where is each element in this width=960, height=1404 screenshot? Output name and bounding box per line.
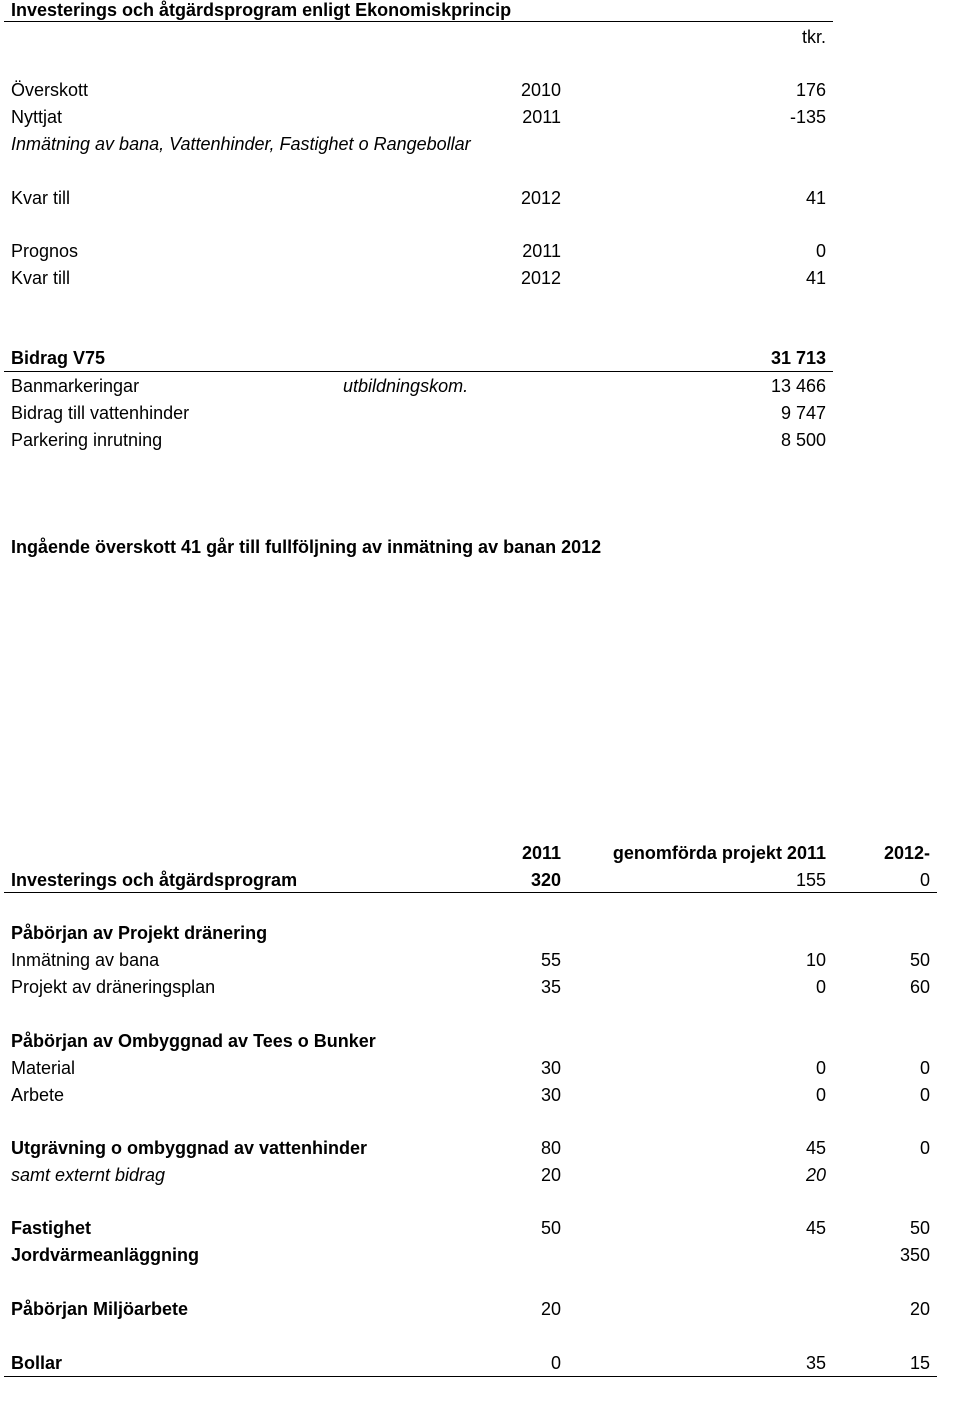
row-col3: 0 [919,1085,930,1105]
row-value: 176 [795,80,826,100]
note-row [0,534,960,561]
header-col3: 2012- [883,843,930,863]
row-year: 2012 [520,268,561,288]
top-row [0,131,960,158]
row-col2: 0 [815,1058,826,1078]
group-title: Påbörjan Miljöarbete [11,1299,189,1319]
row-col1: 30 [540,1058,561,1078]
table-divider [4,892,937,893]
top-row [0,77,960,104]
row-col3: 0 [919,1058,930,1078]
row-value: 9 747 [780,403,826,423]
title-divider [4,21,833,22]
row-year: 2011 [522,107,561,127]
row-label: Nyttjat [11,107,63,127]
row-label: Arbete [11,1085,65,1105]
row-value: 41 [805,268,826,288]
row-label: Inmätning av bana, Vattenhinder, Fastighet o Rangebollar [11,134,471,154]
bidrag-row [0,427,960,454]
group-title: Utgrävning o ombyggnad av vattenhinder [11,1138,368,1158]
summary-col1: 320 [530,870,561,890]
row-label: samt externt bidrag [11,1165,166,1185]
row-col1: 50 [540,1218,561,1238]
table-row [0,974,960,1001]
row-col2: 0 [815,977,826,997]
bidrag-row [0,373,960,400]
row-col3: 60 [909,977,930,997]
group-title-row [0,1296,960,1323]
group-title-row [0,1242,960,1269]
row-value: 41 [805,188,826,208]
top-row [0,238,960,265]
unit-row [0,24,960,51]
row-col3: 50 [909,1218,930,1238]
row-label: Banmarkeringar [11,376,140,396]
row-col3: 0 [919,1138,930,1158]
unit-label: tkr. [801,27,826,47]
top-row [0,265,960,292]
bidrag-row [0,400,960,427]
header-col1: 2011 [521,843,561,863]
top-row [0,185,960,212]
row-year: 2010 [520,80,561,100]
group-title: Påbörjan av Ombyggnad av Tees o Bunker [11,1031,376,1051]
row-col2: 10 [805,950,826,970]
row-label: Material [11,1058,76,1078]
row-value: -135 [789,107,826,127]
carryover-note: Ingående överskott 41 går till fullföljning av inmätning av banan 2012 [11,537,602,557]
group-title-row [0,920,960,947]
table-row [0,947,960,974]
row-label: Parkering inrutning [11,430,163,450]
row-label: Bidrag till vattenhinder [11,403,190,423]
group-title-row [0,1028,960,1055]
row-label: Kvar till [11,188,71,208]
table-row [0,1082,960,1109]
row-value: 0 [815,241,826,261]
group-title-row [0,1215,960,1242]
row-col1: 35 [540,977,561,997]
row-col3: 50 [909,950,930,970]
row-col1: 30 [540,1085,561,1105]
bidrag-total: 31 713 [770,348,826,368]
row-col3: 15 [909,1353,930,1373]
row-year: 2012 [520,188,561,208]
bidrag-divider [4,371,833,372]
row-value: 8 500 [780,430,826,450]
row-col1: 80 [540,1138,561,1158]
table-summary-row [0,867,960,894]
row-label: Kvar till [11,268,71,288]
bottom-divider [4,1376,937,1377]
row-note: utbildningskom. [343,376,469,396]
group-title-row [0,1135,960,1162]
row-col1: 20 [540,1299,561,1319]
row-col2: 45 [805,1138,826,1158]
table-row [0,1055,960,1082]
row-col3: 20 [909,1299,930,1319]
header-col2: genomförda projekt 2011 [612,843,826,863]
row-label: Överskott [11,80,89,100]
row-col1: 0 [550,1353,561,1373]
row-label: Prognos [11,241,79,261]
row-year: 2011 [522,241,561,261]
group-title: Fastighet [11,1218,92,1238]
summary-col3: 0 [919,870,930,890]
page-title: Investerings och åtgärdsprogram enligt Ekonomiskprincip [11,0,512,20]
summary-label: Investerings och åtgärdsprogram [11,870,298,890]
row-col1: 55 [540,950,561,970]
row-col2: 45 [805,1218,826,1238]
row-col1: 20 [540,1165,561,1185]
bidrag-title-row [0,345,960,372]
group-title: Bollar [11,1353,63,1373]
row-col2: 35 [805,1353,826,1373]
group-title: Jordvärmeanläggning [11,1245,200,1265]
table-row [0,1162,960,1189]
row-col2: 20 [805,1165,826,1185]
row-label: Projekt av dräneringsplan [11,977,216,997]
table-header-row [0,840,960,867]
row-value: 13 466 [770,376,826,396]
row-col2: 0 [815,1085,826,1105]
summary-col2: 155 [795,870,826,890]
bidrag-title: Bidrag V75 [11,348,106,368]
row-col3: 350 [899,1245,930,1265]
group-title: Påbörjan av Projekt dränering [11,923,268,943]
group-title-row [0,1350,960,1377]
row-label: Inmätning av bana [11,950,160,970]
top-row [0,104,960,131]
